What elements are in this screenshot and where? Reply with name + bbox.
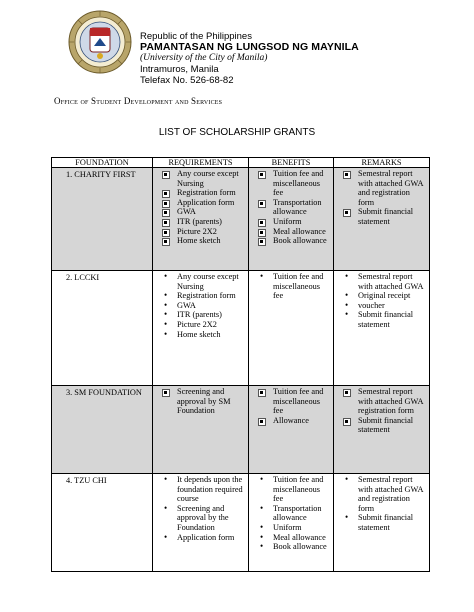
list-item: • Tuition fee and miscellaneous fee: [252, 475, 330, 504]
benefits-list: [252, 387, 330, 425]
list-item: • voucher: [337, 301, 426, 311]
list-item: • Book allowance: [252, 542, 330, 552]
column-header-remarks: REMARKS: [334, 158, 430, 168]
list-item: • Registration form: [156, 291, 245, 301]
remarks-list: [337, 387, 426, 435]
requirements-cell: [153, 386, 249, 474]
requirements-cell: [153, 168, 249, 271]
list-item: Transportation allowance: [252, 198, 330, 217]
list-item: • It depends upon the foundation required course: [156, 475, 245, 504]
university-subtitle: (University of the City of Manila): [140, 53, 268, 63]
list-item: Book allowance: [252, 236, 330, 246]
list-item: Home sketch: [156, 236, 245, 246]
requirements-list: [156, 387, 245, 416]
list-item: Screening and approval by SM Foundation: [156, 387, 245, 416]
table-row: [52, 386, 430, 474]
benefits-cell: [249, 474, 334, 572]
list-item: • Semestral report with attached GWA and registration form: [337, 475, 426, 513]
remarks-list: [337, 475, 426, 533]
foundation-cell: 1. CHARITY FIRST: [52, 168, 153, 271]
benefits-list: [252, 475, 330, 552]
foundation-cell: 4. TZU CHI: [52, 474, 153, 572]
list-item: • Submit financial statement: [337, 310, 426, 329]
list-item: • Any course except Nursing: [156, 272, 245, 291]
table-body: [52, 168, 430, 572]
requirements-list: [156, 169, 245, 246]
list-item: • Home sketch: [156, 330, 245, 340]
column-header-benefits: BENEFITS: [249, 158, 334, 168]
list-item: • Semestral report with attached GWA: [337, 272, 426, 291]
list-item: Allowance: [252, 416, 330, 426]
list-item: • Original receipt: [337, 291, 426, 301]
university-seal-logo: [68, 10, 132, 74]
office-name: Office of Student Development and Services: [54, 96, 223, 106]
list-item: • Application form: [156, 533, 245, 543]
requirements-list: [156, 475, 245, 542]
remarks-cell: [334, 474, 430, 572]
list-item: Submit financial statement: [337, 207, 426, 226]
list-item: • ITR (parents): [156, 310, 245, 320]
table-row: [52, 474, 430, 572]
list-item: Any course except Nursing: [156, 169, 245, 188]
list-item: Semestral report with attached GWA and registration form: [337, 169, 426, 207]
benefits-cell: [249, 271, 334, 386]
remarks-list: [337, 272, 426, 330]
remarks-cell: [334, 271, 430, 386]
requirements-cell: [153, 271, 249, 386]
remarks-cell: [334, 386, 430, 474]
table-row: [52, 271, 430, 386]
scholarship-table: [51, 157, 430, 572]
list-item: Registration form: [156, 188, 245, 198]
benefits-cell: [249, 168, 334, 271]
list-item: Picture 2X2: [156, 227, 245, 237]
list-item: Tuition fee and miscellaneous fee: [252, 169, 330, 198]
document-title: LIST OF SCHOLARSHIP GRANTS: [158, 127, 316, 138]
list-item: Uniform: [252, 217, 330, 227]
foundation-cell: 2. LCCKI: [52, 271, 153, 386]
list-item: ITR (parents): [156, 217, 245, 227]
list-item: • Transportation allowance: [252, 504, 330, 523]
list-item: • Tuition fee and miscellaneous fee: [252, 272, 330, 301]
list-item: GWA: [156, 207, 245, 217]
telefax-line: Telefax No. 526-68-82: [140, 75, 234, 86]
list-item: Meal allowance: [252, 227, 330, 237]
letterhead: [140, 31, 359, 86]
republic-line: Republic of the Philippines: [140, 31, 252, 42]
column-header-requirements: REQUIREMENTS: [153, 158, 249, 168]
remarks-list: [337, 169, 426, 227]
list-item: Submit financial statement: [337, 416, 426, 435]
list-item: • Screening and approval by the Foundation: [156, 504, 245, 533]
benefits-cell: [249, 386, 334, 474]
list-item: Application form: [156, 198, 245, 208]
list-item: • Uniform: [252, 523, 330, 533]
list-item: • Picture 2X2: [156, 320, 245, 330]
requirements-list: [156, 272, 245, 339]
university-name: PAMANTASAN NG LUNGSOD NG MAYNILA: [140, 41, 359, 53]
requirements-cell: [153, 474, 249, 572]
column-header-foundation: FOUNDATION: [52, 158, 153, 168]
benefits-list: [252, 169, 330, 246]
table-header-row: [52, 158, 430, 168]
foundation-cell: 3. SM FOUNDATION: [52, 386, 153, 474]
benefits-list: [252, 272, 330, 301]
list-item: Tuition fee and miscellaneous fee: [252, 387, 330, 416]
list-item: • GWA: [156, 301, 245, 311]
table-row: [52, 168, 430, 271]
list-item: • Meal allowance: [252, 533, 330, 543]
address-line: Intramuros, Manila: [140, 64, 219, 75]
list-item: • Submit financial statement: [337, 513, 426, 532]
remarks-cell: [334, 168, 430, 271]
list-item: Semestral report with attached GWA registration form: [337, 387, 426, 416]
